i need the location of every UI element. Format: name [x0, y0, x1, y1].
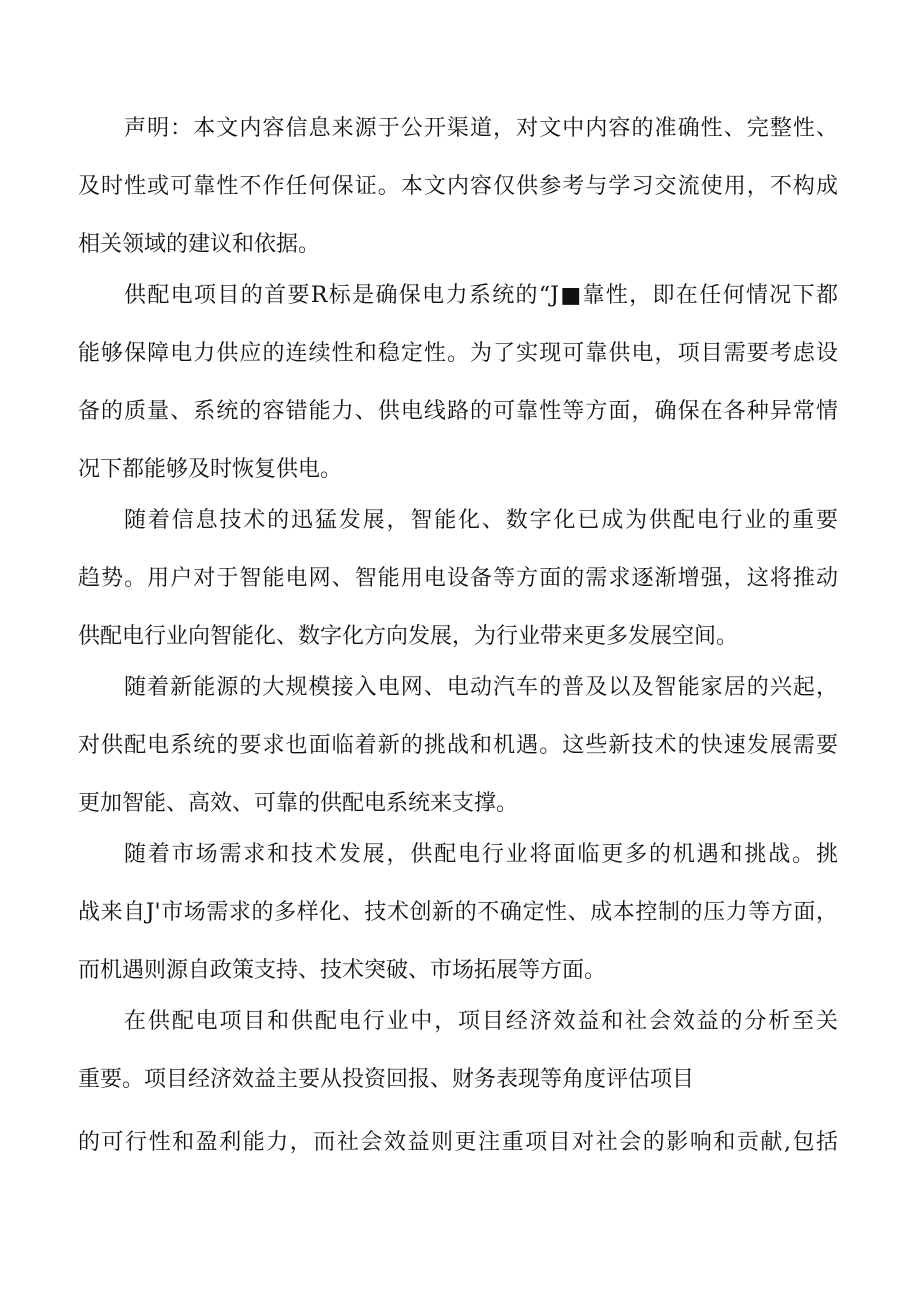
disclaimer-paragraph	[78, 100, 838, 274]
paragraph-line: 供配电项目的首要R标是确保电力系统的“J■靠性，即在任何情况下都	[124, 283, 838, 308]
body-paragraph	[78, 826, 838, 1000]
paragraph-line: 能够保障电力供应的连续性和稳定性。为了实现可靠供电，项目需要考虑设	[78, 341, 838, 366]
body-paragraph	[78, 267, 838, 499]
paragraph-line: 更加智能、高效、可靠的供配电系统来支撑。	[78, 791, 519, 816]
paragraph-line: 而机遇则源自政策支持、技术突破、市场拓展等方面。	[78, 958, 607, 983]
paragraph-line: 备的质量、系统的容错能力、供电线路的可靠性等方面，确保在各种异常情	[78, 399, 838, 424]
paragraph-line: 及时性或可靠性不作任何保证。本文内容仅供参考与学习交流使用，不构成	[78, 174, 838, 199]
body-paragraph-continued	[78, 1114, 838, 1172]
paragraph-line: 的可行性和盈利能力，而社会效益则更注重项目对社会的影响和贡献,包括	[78, 1130, 838, 1155]
paragraph-line: 相关领域的建议和依据。	[78, 232, 321, 257]
paragraph-line: 随着信息技术的迅猛发展，智能化、数字化已成为供配电行业的重要	[124, 508, 838, 533]
paragraph-line: 在供配电项目和供配电行业中，项目经济效益和社会效益的分析至关	[124, 1009, 838, 1034]
body-paragraph	[78, 492, 838, 666]
paragraph-line: 重要。项目经济效益主要从投资回报、财务表现等角度评估项目	[78, 1067, 695, 1092]
paragraph-line: 声明：本文内容信息来源于公开渠道，对文中内容的准确性、完整性、	[124, 116, 838, 141]
body-paragraph	[78, 659, 838, 833]
paragraph-line: 供配电行业向智能化、数字化方向发展，为行业带来更多发展空间。	[78, 624, 739, 649]
body-paragraph	[78, 993, 838, 1109]
paragraph-line: 对供配电系统的要求也面临着新的挑战和机遇。这些新技术的快速发展需要	[78, 733, 838, 758]
paragraph-line: 况下都能够及时恢复供电。	[78, 457, 343, 482]
paragraph-line: 随着新能源的大规模接入电网、电动汽车的普及以及智能家居的兴起，	[124, 675, 838, 700]
paragraph-line: 战来自J'市场需求的多样化、技术创新的不确定性、成本控制的压力等方面，	[78, 900, 838, 925]
paragraph-line: 趋势。用户对于智能电网、智能用电设备等方面的需求逐渐增强，这将推动	[78, 566, 838, 591]
paragraph-line: 随着市场需求和技术发展，供配电行业将面临更多的机遇和挑战。挑	[124, 842, 838, 867]
